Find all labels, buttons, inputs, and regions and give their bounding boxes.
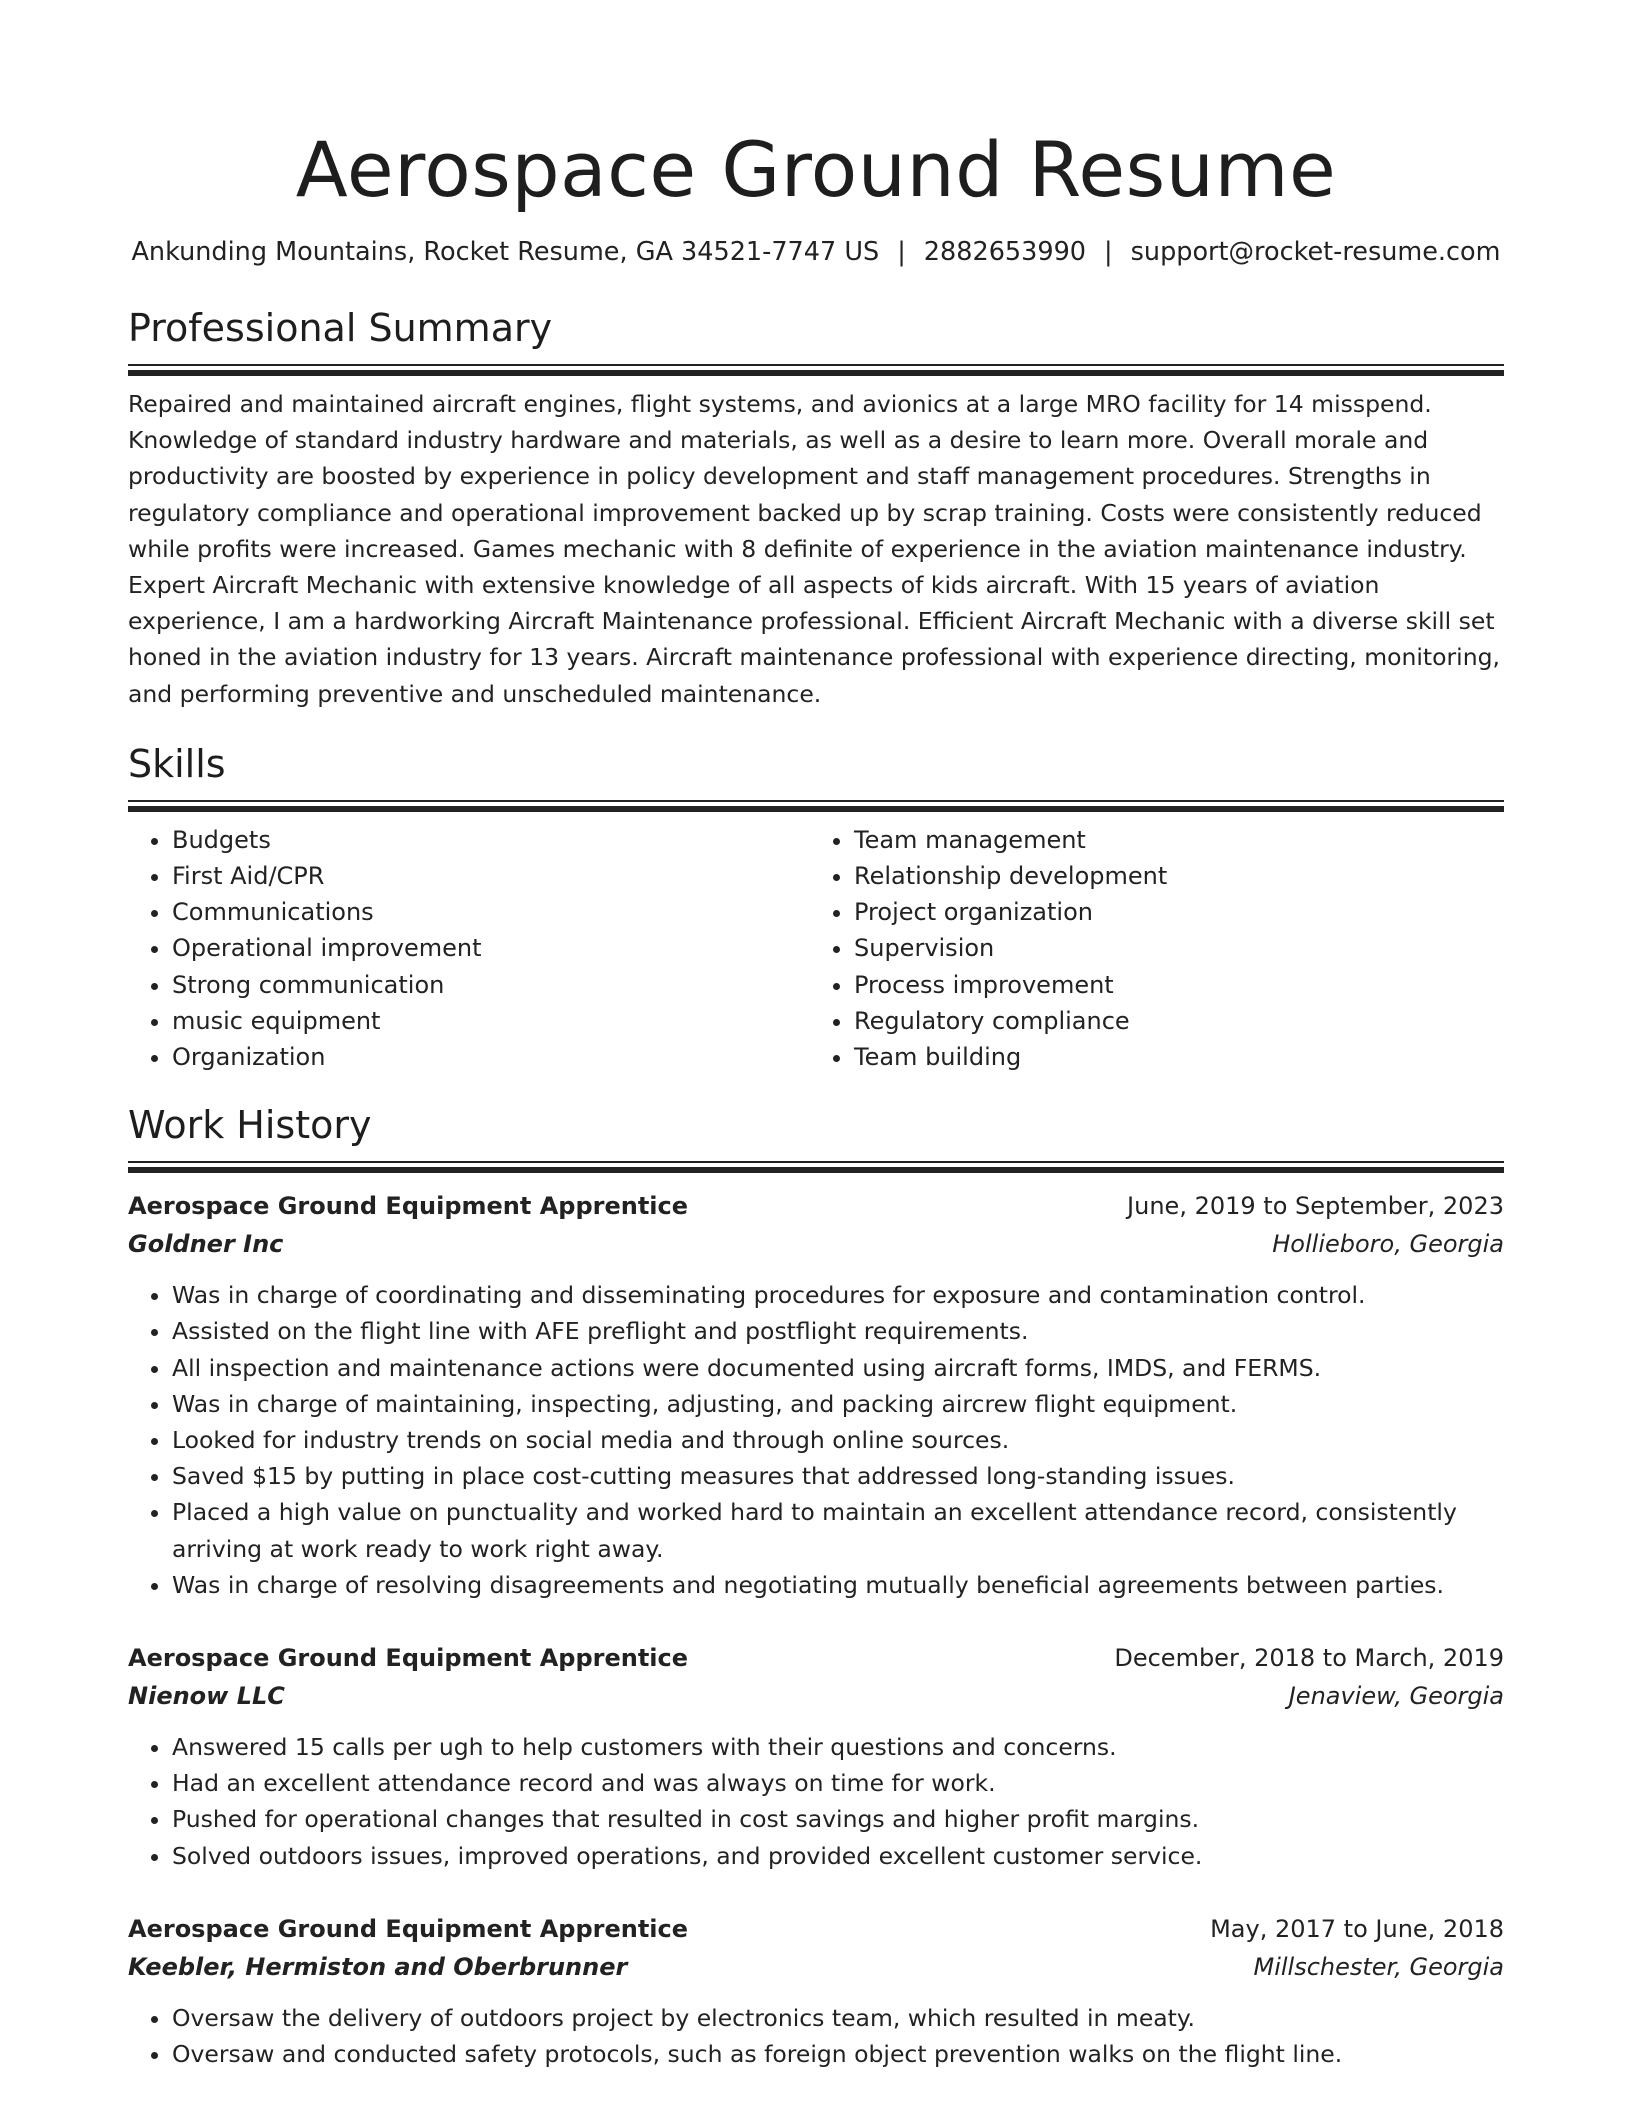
skill-item: • First Aid/CPR <box>172 858 822 894</box>
job-subheader <box>128 1948 1504 1986</box>
job-bullets <box>128 2000 1504 2072</box>
job-dates: December, 2018 to March, 2019 <box>1114 1644 1504 1673</box>
job-header <box>128 1910 1504 1948</box>
job-bullet: • Answered 15 calls per ugh to help customers with their questions and concerns. <box>172 1729 1504 1765</box>
resume-page <box>128 0 1504 2072</box>
job-bullet: • Assisted on the flight line with AFE preflight and postflight requirements. <box>172 1313 1504 1349</box>
job-bullet: • Looked for industry trends on social media and through online sources. <box>172 1422 1504 1458</box>
skill-item: • Team management <box>854 822 1504 858</box>
job-bullets <box>128 1729 1504 1874</box>
job-bullet: • Was in charge of resolving disagreements and negotiating mutually beneficial agreements between parties. <box>172 1567 1504 1603</box>
skills-list-right <box>822 822 1504 1075</box>
separator: | <box>897 237 906 267</box>
skill-item: • Organization <box>172 1039 822 1075</box>
section-heading-work-history: Work History <box>128 1103 372 1148</box>
job-entry <box>128 1910 1504 2072</box>
address: Ankunding Mountains, Rocket Resume, GA 34521-7747 US <box>131 237 880 267</box>
job-dates: June, 2019 to September, 2023 <box>1127 1192 1504 1221</box>
contact-line <box>128 234 1504 270</box>
skill-item: • music equipment <box>172 1003 822 1039</box>
skill-item: • Team building <box>854 1039 1504 1075</box>
job-bullet: • Oversaw the delivery of outdoors project by electronics team, which resulted in meaty. <box>172 2000 1504 2036</box>
skills-columns <box>128 822 1504 1075</box>
email-link[interactable]: support@rocket-resume.com <box>1130 237 1501 267</box>
separator: | <box>1104 237 1113 267</box>
skills-section <box>128 740 1504 1075</box>
job-header <box>128 1639 1504 1677</box>
job-bullet: • Saved $15 by putting in place cost-cutting measures that addressed long-standing issues. <box>172 1458 1504 1494</box>
section-heading-skills: Skills <box>128 741 226 786</box>
summary-text: Repaired and maintained aircraft engines, flight systems, and avionics at a large MRO facility for 14 misspend. Knowledge of standard industry hardware and materials, as well as a desire to learn more. Overall morale and productivity are boosted by experience in policy development and staff management procedures. Strengths in regulatory compliance and operational improvement backed up by scrap training. Costs were consistently reduced while profits were increased. Games mechanic with 8 definite of experience in the aviation maintenance industry. Expert Aircraft Mechanic with extensive knowledge of all aspects of kids aircraft. With 15 years of aviation experience, I am a hardworking Aircraft Maintenance professional. Efficient Aircraft Mechanic with a diverse skill set honed in the aviation industry for 13 years. Aircraft maintenance professional with experience directing, monitoring, and performing preventive and unscheduled maintenance. <box>128 390 1500 708</box>
job-bullet: • Pushed for operational changes that resulted in cost savings and higher profit margins. <box>172 1801 1504 1837</box>
section-divider <box>128 1161 1504 1173</box>
job-entry <box>128 1187 1504 1603</box>
job-title: Aerospace Ground Equipment Apprentice <box>128 1192 689 1221</box>
job-bullet: • Placed a high value on punctuality and worked hard to maintain an excellent attendance record, consistently arriving at work ready to work right away. <box>172 1494 1504 1566</box>
job-location: Hollieboro, Georgia <box>1272 1230 1504 1259</box>
job-location: Millschester, Georgia <box>1253 1952 1504 1981</box>
company-name: Keebler, Hermiston and Oberbrunner <box>128 1952 628 1981</box>
job-dates: May, 2017 to June, 2018 <box>1210 1914 1504 1943</box>
job-header <box>128 1187 1504 1225</box>
resume-title: Aerospace Ground Resume <box>295 125 1337 214</box>
job-location: Jenaview, Georgia <box>1288 1682 1504 1711</box>
skill-item: • Regulatory compliance <box>854 1003 1504 1039</box>
skill-item: • Budgets <box>172 822 822 858</box>
job-bullet: • Was in charge of coordinating and disseminating procedures for exposure and contamination control. <box>172 1277 1504 1313</box>
summary-section <box>128 304 1504 712</box>
skill-item: • Operational improvement <box>172 930 822 966</box>
job-entry <box>128 1639 1504 1874</box>
section-divider <box>128 800 1504 812</box>
company-name: Nienow LLC <box>128 1682 285 1711</box>
job-spacer <box>128 1603 1504 1639</box>
skill-item: • Communications <box>172 894 822 930</box>
section-divider <box>128 364 1504 376</box>
job-title: Aerospace Ground Equipment Apprentice <box>128 1644 689 1673</box>
job-subheader <box>128 1677 1504 1715</box>
skills-list-left <box>128 822 822 1075</box>
job-bullet: • Was in charge of maintaining, inspecting, adjusting, and packing aircrew flight equipment. <box>172 1386 1504 1422</box>
section-heading-summary: Professional Summary <box>128 306 553 350</box>
skill-item: • Process improvement <box>854 967 1504 1003</box>
job-bullet: • Had an excellent attendance record and was always on time for work. <box>172 1765 1504 1801</box>
job-bullets <box>128 1277 1504 1603</box>
job-subheader <box>128 1225 1504 1263</box>
skill-item: • Supervision <box>854 930 1504 966</box>
job-bullet: • Oversaw and conducted safety protocols, such as foreign object prevention walks on the flight line. <box>172 2036 1504 2072</box>
skill-item: • Strong communication <box>172 967 822 1003</box>
skill-item: • Project organization <box>854 894 1504 930</box>
job-spacer <box>128 1874 1504 1910</box>
phone: 2882653990 <box>923 237 1087 267</box>
job-title: Aerospace Ground Equipment Apprentice <box>128 1914 689 1943</box>
job-bullet: • Solved outdoors issues, improved operations, and provided excellent customer service. <box>172 1838 1504 1874</box>
skill-item: • Relationship development <box>854 858 1504 894</box>
company-name: Goldner Inc <box>128 1230 284 1259</box>
work-history-section <box>128 1101 1504 2072</box>
job-bullet: • All inspection and maintenance actions were documented using aircraft forms, IMDS, and FERMS. <box>172 1350 1504 1386</box>
